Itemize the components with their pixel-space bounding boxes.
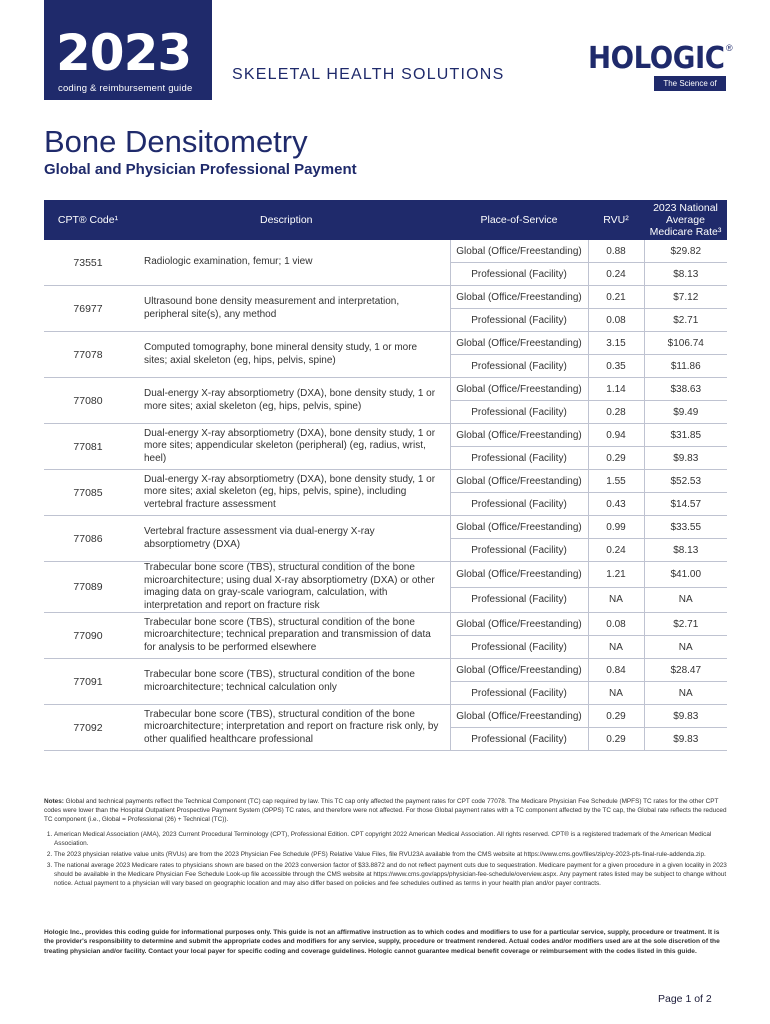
rvu-global: 1.55 — [588, 470, 644, 493]
rate-global: $41.00 — [644, 562, 727, 588]
place-of-service-professional: Professional (Facility) — [450, 355, 588, 378]
place-of-service-global: Global (Office/Freestanding) — [450, 613, 588, 636]
header-description — [132, 200, 450, 240]
header-place-of-service: Place-of-Service — [450, 200, 588, 240]
place-of-service-global: Global (Office/Freestanding) — [450, 516, 588, 539]
footnote-list — [44, 830, 728, 888]
code-description: Vertebral fracture assessment via dual-energy X-ray absorptiometry (DXA) — [132, 516, 450, 562]
rvu-professional: 0.29 — [588, 728, 644, 751]
code-description: Trabecular bone score (TBS), structural condition of the bone microarchitecture; interpretation and report on fracture risk only, by other qualified healthcare professional — [132, 705, 450, 751]
rvu-professional: NA — [588, 636, 644, 659]
rvu-global: 0.94 — [588, 424, 644, 447]
rvu-professional: 0.08 — [588, 309, 644, 332]
cpt-code: 76977 — [44, 286, 132, 332]
place-of-service-professional: Professional (Facility) — [450, 636, 588, 659]
rate-global: $9.83 — [644, 705, 727, 728]
table-row — [44, 286, 727, 309]
code-description: Radiologic examination, femur; 1 view — [132, 240, 450, 286]
rvu-global: 1.14 — [588, 378, 644, 401]
place-of-service-global: Global (Office/Freestanding) — [450, 240, 588, 263]
code-description: Trabecular bone score (TBS), structural condition of the bone microarchitecture; using dual X-ray absorptiometry (DXA) or other imaging data on gray-scale variogram, calculation, with interpretation and report on fracture risk — [132, 562, 450, 613]
rvu-professional: 0.35 — [588, 355, 644, 378]
cpt-code: 77089 — [44, 562, 132, 613]
code-description: Trabecular bone score (TBS), structural condition of the bone microarchitecture; technical calculation only — [132, 659, 450, 705]
rvu-global: 0.29 — [588, 705, 644, 728]
table-row — [44, 470, 727, 493]
cpt-code: 77081 — [44, 424, 132, 470]
guide-year: 2023 — [56, 24, 192, 82]
footnote-item: 3. The national average 2023 Medicare rates to physicians shown are based on the 2023 conversion factor of $33.8872 and do not reflect payment cuts due to sequestration. Medicare payment for a given procedure in a given locality in 2023 should be available in the Medicare Physician Fee Schedule Look-up file accessible through the CMS website at https://www.cms.gov/apps/physician-fee-schedule/overview.aspx. Any payment rates listed may be subject to change without notice. Actual payment to a physician will vary based on geographic location and may also differ based on policies and fee schedules outlined as terms in your health plan and/or payer contracts. — [54, 861, 728, 888]
rvu-global: 0.88 — [588, 240, 644, 263]
rate-professional: $9.83 — [644, 728, 727, 751]
rate-professional: NA — [644, 636, 727, 659]
rate-global: $2.71 — [644, 613, 727, 636]
rvu-professional: NA — [588, 682, 644, 705]
hologic-logo — [588, 41, 733, 103]
place-of-service-professional: Professional (Facility) — [450, 263, 588, 286]
rate-professional: $2.71 — [644, 309, 727, 332]
notes-text: Global and technical payments reflect the Technical Component (TC) cap required by law. This TC cap only affected the payment rates for CPT code 77078. The Medicare Physician Fee Schedule (MPFS) TC rates for the other CPT codes were lower than the Hospital Outpatient Prospective Payment System (OPPS) TC rates, and therefore were not affected. For those Global payment rates with a TC component affected by the TC cap, the Global rate reflects the reduced TC component (i.e., Global = Professional (26) + Technical (TC)). — [44, 798, 727, 823]
rate-professional: $14.57 — [644, 493, 727, 516]
rate-global: $33.55 — [644, 516, 727, 539]
header-rvu: RVU² — [588, 200, 644, 240]
table-row — [44, 424, 727, 447]
rvu-global: 3.15 — [588, 332, 644, 355]
rvu-global: 1.21 — [588, 562, 644, 588]
table-body — [44, 240, 727, 751]
rate-global: $31.85 — [644, 424, 727, 447]
place-of-service-professional: Professional (Facility) — [450, 539, 588, 562]
code-description: Ultrasound bone density measurement and interpretation, peripheral site(s), any method — [132, 286, 450, 332]
year-badge — [44, 0, 212, 100]
place-of-service-professional: Professional (Facility) — [450, 309, 588, 332]
cpt-code: 77091 — [44, 659, 132, 705]
place-of-service-global: Global (Office/Freestanding) — [450, 562, 588, 588]
place-of-service-global: Global (Office/Freestanding) — [450, 424, 588, 447]
code-description: Dual-energy X-ray absorptiometry (DXA), bone density study, 1 or more sites; axial skeleton (eg, hips, pelvis, spine) — [132, 378, 450, 424]
place-of-service-professional: Professional (Facility) — [450, 493, 588, 516]
table-row — [44, 705, 727, 728]
payment-table — [44, 200, 727, 751]
cpt-code: 77092 — [44, 705, 132, 751]
table-row — [44, 332, 727, 355]
rate-professional: $8.13 — [644, 539, 727, 562]
rvu-professional: 0.29 — [588, 447, 644, 470]
page-subtitle: Global and Physician Professional Payment — [44, 161, 357, 178]
page-number: Page 1 of 2 — [658, 993, 712, 1005]
code-description: Dual-energy X-ray absorptiometry (DXA), bone density study, 1 or more sites; appendicular skeleton (peripheral) (eg, radius, wrist, heel) — [132, 424, 450, 470]
place-of-service-global: Global (Office/Freestanding) — [450, 470, 588, 493]
place-of-service-professional: Professional (Facility) — [450, 682, 588, 705]
cpt-code: 77086 — [44, 516, 132, 562]
rvu-global: 0.08 — [588, 613, 644, 636]
footnote-item: 1. American Medical Association (AMA), 2023 Current Procedural Terminology (CPT), Professional Edition. CPT copyright 2022 American Medical Association. All rights reserved. CPT® is a registered trademark of the American Medical Association. — [54, 830, 728, 848]
table-row — [44, 240, 727, 263]
place-of-service-professional: Professional (Facility) — [450, 447, 588, 470]
header-cpt-code: CPT® Code¹ — [44, 200, 132, 240]
rate-professional: $9.83 — [644, 447, 727, 470]
code-description: Trabecular bone score (TBS), structural condition of the bone microarchitecture; technical preparation and transmission of data for analysis to be performed elsewhere — [132, 613, 450, 659]
rvu-global: 0.21 — [588, 286, 644, 309]
header-medicare-rate: 2023 National Average Medicare Rate³ — [644, 200, 727, 240]
rate-professional: $8.13 — [644, 263, 727, 286]
notes-section — [44, 797, 728, 890]
rate-global: $106.74 — [644, 332, 727, 355]
rate-global: $38.63 — [644, 378, 727, 401]
page-title: Bone Densitometry — [44, 124, 308, 159]
rate-professional: $9.49 — [644, 401, 727, 424]
code-description: Computed tomography, bone mineral density study, 1 or more sites; axial skeleton (eg, hips, pelvis, spine) — [132, 332, 450, 378]
guide-label: coding & reimbursement guide — [58, 83, 193, 94]
table-header-row — [44, 200, 727, 240]
disclaimer: Hologic Inc., provides this coding guide for informational purposes only. This guide is not an affirmative instruction as to which codes and modifiers to use for a particular service, supply, procedure or treatment. It is the provider's responsibility to determine and submit the appropriate codes and modifiers for any service, supply, procedure or treatment rendered. Actual codes and/or modifiers used are at the sole discretion of the treating physician and/or facility. Contact your local payer for specific coding and coverage guidelines. Hologic cannot guarantee medical benefit coverage or reimbursement with the codes listed in this guide. — [44, 929, 720, 955]
rate-global: $52.53 — [644, 470, 727, 493]
logo-tagline: The Science of Sure — [654, 76, 726, 91]
rvu-professional: 0.24 — [588, 539, 644, 562]
logo-wordmark: HOLOGIC — [588, 41, 725, 76]
division-name: SKELETAL HEALTH SOLUTIONS — [232, 66, 505, 83]
place-of-service-professional: Professional (Facility) — [450, 587, 588, 613]
rate-global: $28.47 — [644, 659, 727, 682]
cpt-code: 73551 — [44, 240, 132, 286]
place-of-service-professional: Professional (Facility) — [450, 728, 588, 751]
rate-professional: NA — [644, 587, 727, 613]
place-of-service-global: Global (Office/Freestanding) — [450, 705, 588, 728]
rate-global: $29.82 — [644, 240, 727, 263]
cpt-code: 77085 — [44, 470, 132, 516]
cpt-code: 77090 — [44, 613, 132, 659]
table-row — [44, 613, 727, 636]
table-row — [44, 378, 727, 401]
rvu-professional: 0.43 — [588, 493, 644, 516]
place-of-service-global: Global (Office/Freestanding) — [450, 659, 588, 682]
rate-professional: NA — [644, 682, 727, 705]
table-row — [44, 659, 727, 682]
rvu-professional: NA — [588, 587, 644, 613]
rate-global: $7.12 — [644, 286, 727, 309]
notes-label: Notes: — [44, 798, 64, 805]
code-description: Dual-energy X-ray absorptiometry (DXA), bone density study, 1 or more sites; axial skeleton (eg, hips, pelvis, spine), including vertebral fracture assessment — [132, 470, 450, 516]
header-description-label: Description — [260, 214, 313, 226]
place-of-service-professional: Professional (Facility) — [450, 401, 588, 424]
cpt-code: 77080 — [44, 378, 132, 424]
notes-paragraph — [44, 797, 728, 824]
rate-professional: $11.86 — [644, 355, 727, 378]
logo-registered-mark: ® — [726, 43, 733, 53]
rvu-global: 0.99 — [588, 516, 644, 539]
rvu-professional: 0.28 — [588, 401, 644, 424]
place-of-service-global: Global (Office/Freestanding) — [450, 378, 588, 401]
table-row — [44, 516, 727, 539]
place-of-service-global: Global (Office/Freestanding) — [450, 286, 588, 309]
footnote-item: 2. The 2023 physician relative value units (RVUs) are from the 2023 Physician Fee Schedule (PFS) Relative Value Files, file RVU23A available from the CMS website at https://www.cms.gov/files/zip/cy-2023-pfs-final-rule-addenda.zip. — [54, 850, 728, 859]
place-of-service-global: Global (Office/Freestanding) — [450, 332, 588, 355]
cpt-code: 77078 — [44, 332, 132, 378]
rvu-global: 0.84 — [588, 659, 644, 682]
rvu-professional: 0.24 — [588, 263, 644, 286]
table-row — [44, 562, 727, 588]
